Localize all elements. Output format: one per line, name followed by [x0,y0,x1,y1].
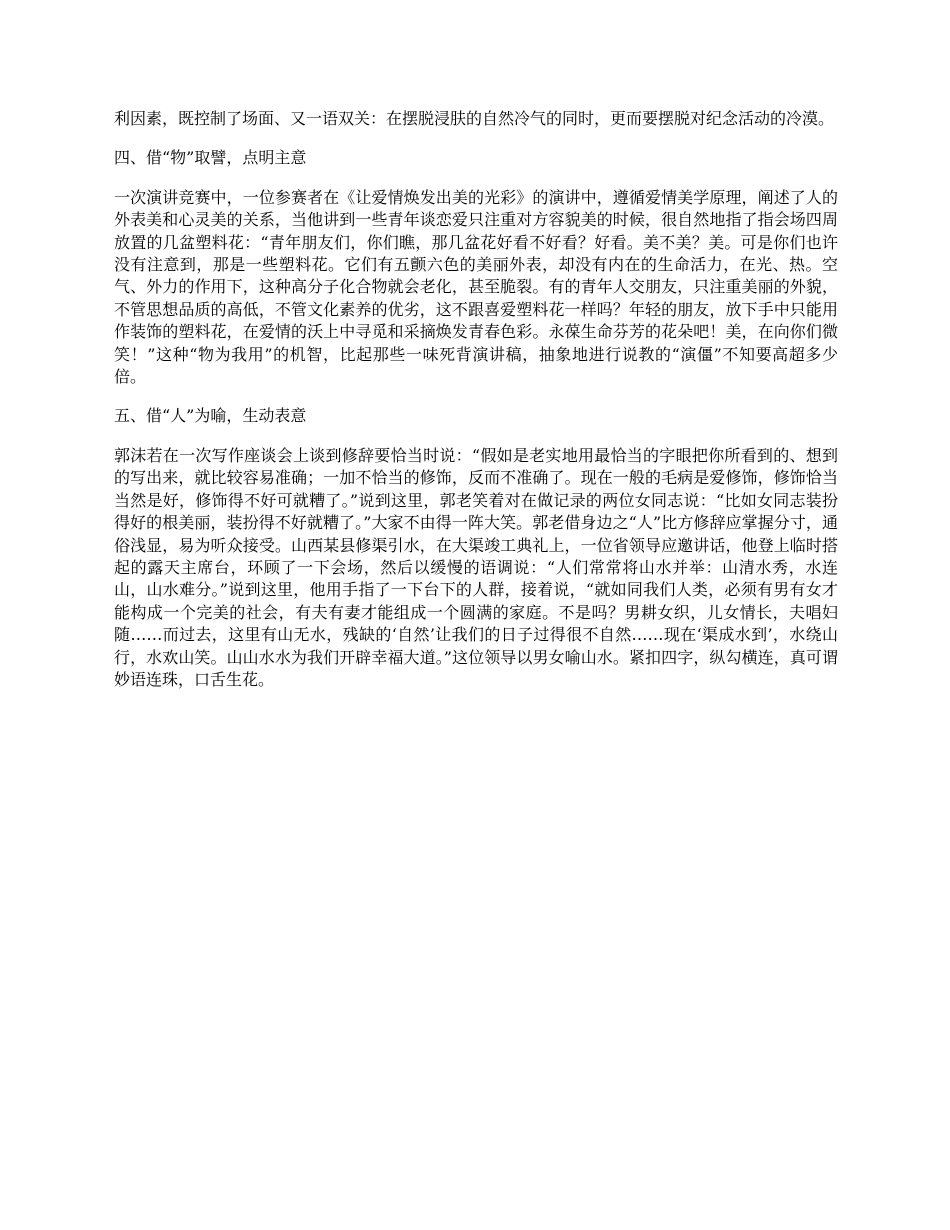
section-heading-four: 四、借“物”取譬，点明主意 [114,148,307,168]
section-heading-five: 五、借“人”为喻，生动表意 [114,406,307,426]
document-page [114,108,838,708]
paragraph-guo-moruo: 郭沫若在一次写作座谈会上谈到修辞要恰当时说：“假如是老实地用最恰当的字眼把你所看到的、想到的写出来，就比较容易准确；一加不恰当的修饰，反而不准确了。现在一般的毛病是爱修饰，修饰恰当当然是好，修饰得不好可就糟了。”说到这里，郭老笑着对在做记录的两位女同志说：“比如女同志装扮得好的根美丽，装扮得不好就糟了。”大家不由得一阵大笑。郭老借身边之“人”比方修辞应掌握分寸，通俗浅显，易为听众接受。山西某县修渠引水，在大渠竣工典礼上，一位省领导应邀讲话，他登上临时搭起的露天主席台，环顾了一下会场，然后以缓慢的语调说：“人们常常将山水并举：山清水秀，水连山，山水难分。”说到这里，他用手指了一下台下的人群，接着说，“就如同我们人类，必须有男有女才能构成一个完美的社会，有夫有妻才能组成一个圆满的家庭。不是吗？男耕女织，儿女情长，夫唱妇随……而过去，这里有山无水，残缺的‘自然’让我们的日子过得很不自然……现在‘渠成水到’，水绕山行，水欢山笑。山山水水为我们开辟幸福大道。”这位领导以男女喻山水。紧扣四字，纵勾横连，真可谓妙语连珠，口舌生花。 [114,445,838,689]
paragraph-intro: 利因素，既控制了场面、又一语双关：在摆脱浸肤的自然冷气的同时，更而要摆脱对纪念活动的冷漠。 [114,109,835,128]
paragraph-speech-contest: 一次演讲竞赛中，一位参赛者在《让爱情焕发出美的光彩》的演讲中，遵循爱情美学原理，阐述了人的外表美和心灵美的关系，当他讲到一些青年谈恋爱只注重对方容貌美的时候，很自然地指了指会场四周放置的几盆塑料花：“青年朋友们，你们瞧，那几盆花好看不好看？好看。美不美？美。可是你们也许没有注意到，那是一些塑料花。它们有五颤六色的美丽外表，却没有内在的生命活力，在光、热。空气、外力的作用下，这种高分子化合物就会老化，甚至脆裂。有的青年人交朋友，只注重美丽的外貌，不管思想品质的高低，不管文化素养的优劣，这不跟喜爱塑料花一样吗？年轻的朋友，放下手中只能用作装饰的塑料花，在爱情的沃上中寻觅和采摘焕发青春色彩。永葆生命芬芳的花朵吧！美，在向你们微笑！”这种“物为我用”的机智，比起那些一味死背演讲稿，抽象地进行说教的“演僵”不知要高超多少倍。 [114,187,838,387]
